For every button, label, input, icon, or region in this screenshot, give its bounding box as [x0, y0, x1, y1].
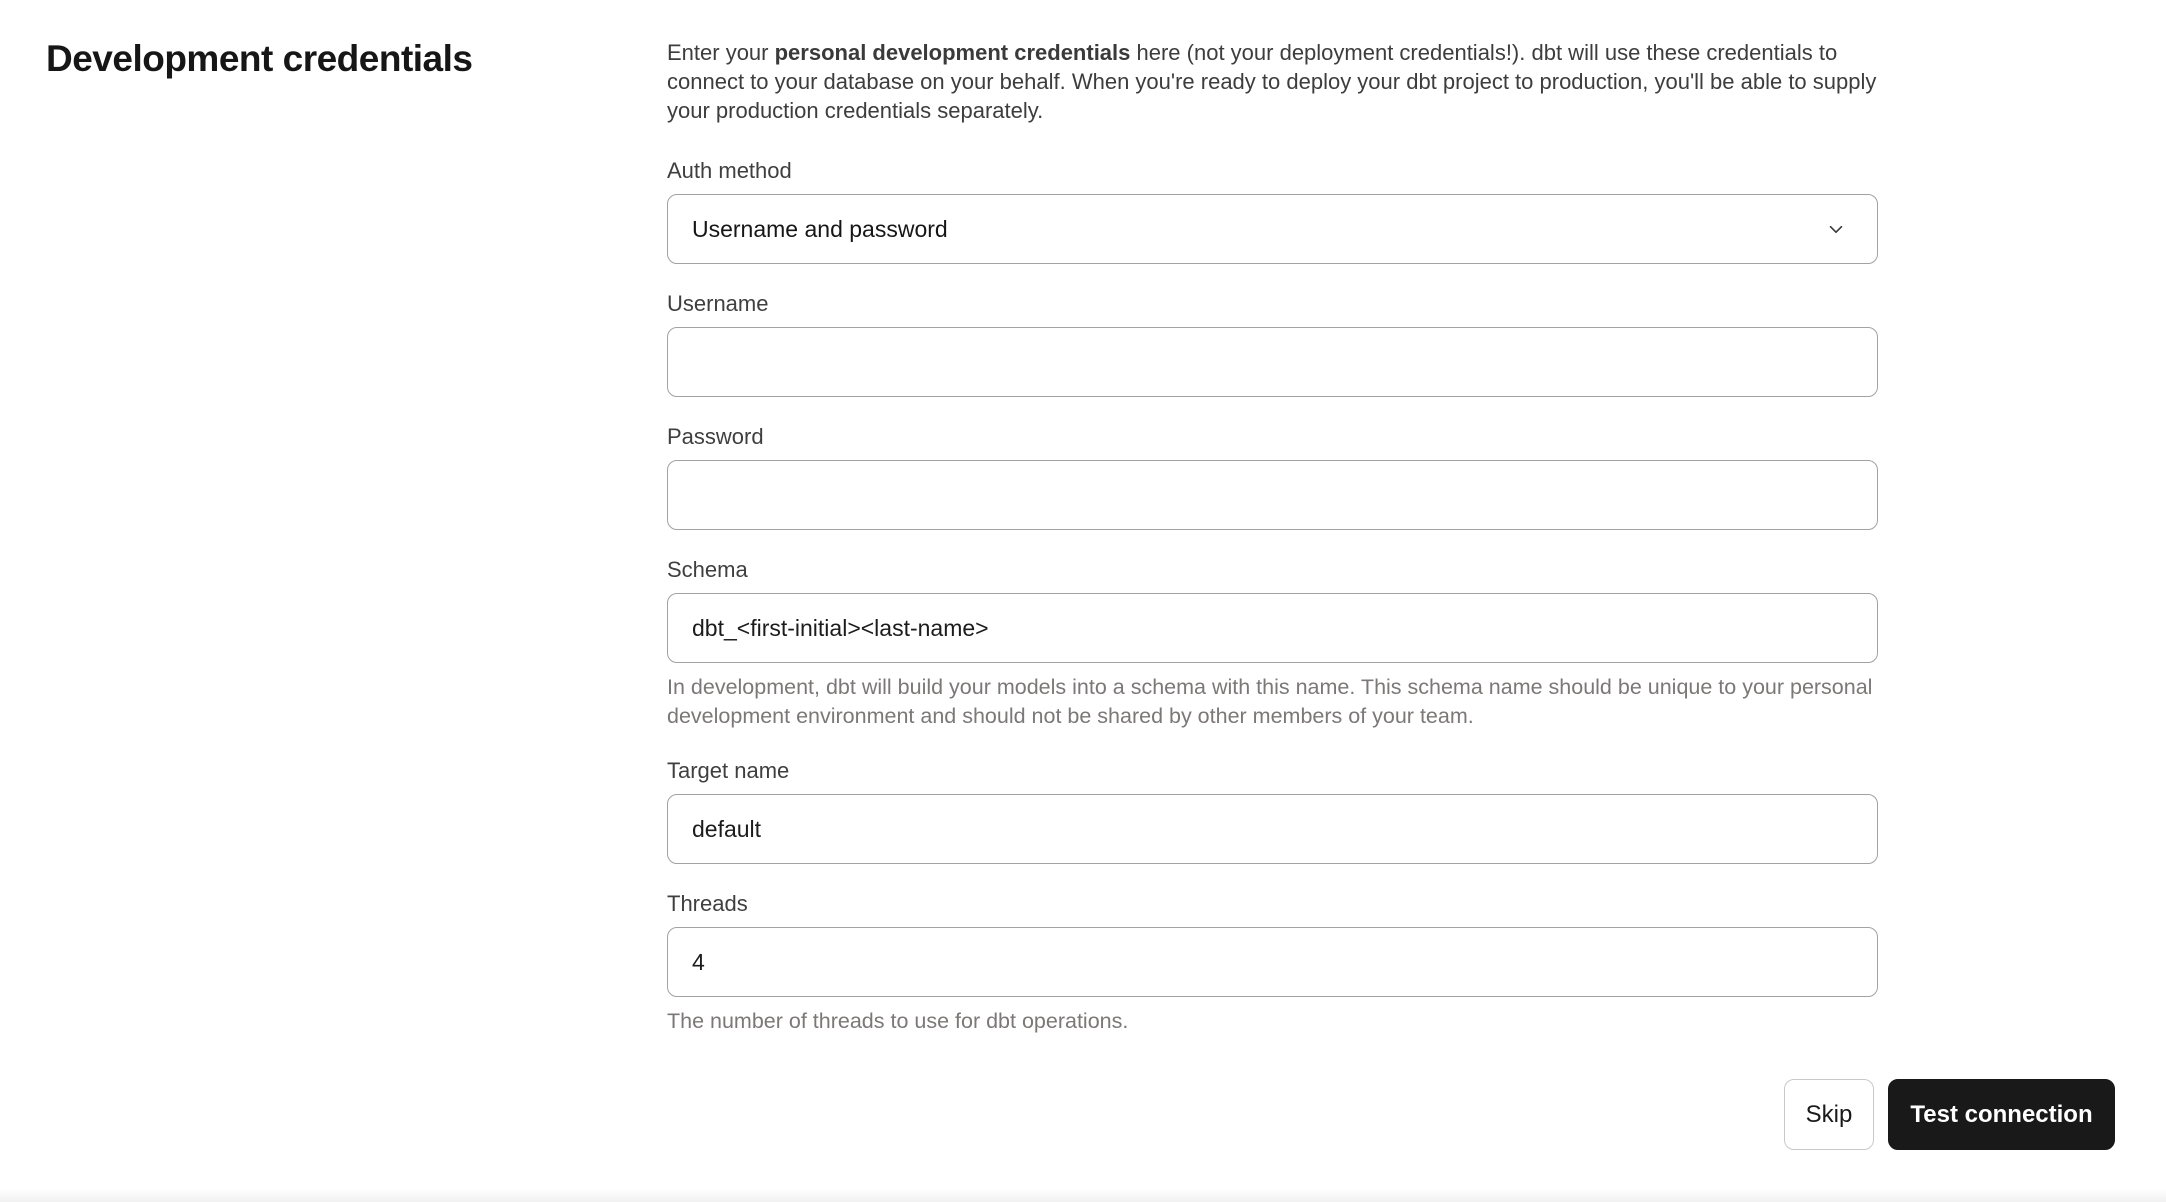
form-actions	[1784, 1079, 2115, 1150]
description-text	[667, 38, 1878, 125]
page-bottom-edge	[0, 1188, 2166, 1202]
password-label: Password	[667, 424, 764, 449]
auth-method-label: Auth method	[667, 158, 792, 183]
threads-group	[667, 890, 1878, 1036]
schema-group	[667, 556, 1878, 731]
schema-help-text: In development, dbt will build your models into a schema with this name. This schema name should be unique to your personal development environment and should not be shared by other members of your team.	[667, 675, 1873, 728]
auth-method-selected-value: Username and password	[692, 215, 948, 242]
target-name-input[interactable]	[667, 794, 1878, 864]
threads-input[interactable]	[667, 927, 1878, 997]
test-connection-button[interactable]: Test connection	[1888, 1079, 2115, 1150]
credentials-form	[667, 38, 1878, 1036]
password-group	[667, 423, 1878, 530]
page-title: Development credentials	[46, 38, 473, 79]
schema-input[interactable]	[667, 593, 1878, 663]
auth-method-select[interactable]	[667, 194, 1878, 264]
username-group	[667, 290, 1878, 397]
password-input[interactable]	[667, 460, 1878, 530]
schema-label: Schema	[667, 557, 748, 582]
chevron-down-icon	[1825, 218, 1847, 240]
username-label: Username	[667, 291, 769, 316]
target-name-label: Target name	[667, 758, 790, 783]
skip-button[interactable]: Skip	[1784, 1079, 1874, 1150]
description-prefix: Enter your	[667, 40, 775, 65]
threads-help-text: The number of threads to use for dbt operations.	[667, 1009, 1129, 1033]
description-bold: personal development credentials	[774, 40, 1131, 65]
threads-label: Threads	[667, 891, 748, 916]
auth-method-group	[667, 157, 1878, 264]
target-name-group	[667, 757, 1878, 864]
username-input[interactable]	[667, 327, 1878, 397]
description-suffix: here (not your deployment credentials!). dbt will use these credentials to connect to your database on your behalf. When you're ready to deploy your dbt project to production, you'll be able to supply your production credentials separately.	[667, 40, 1877, 123]
